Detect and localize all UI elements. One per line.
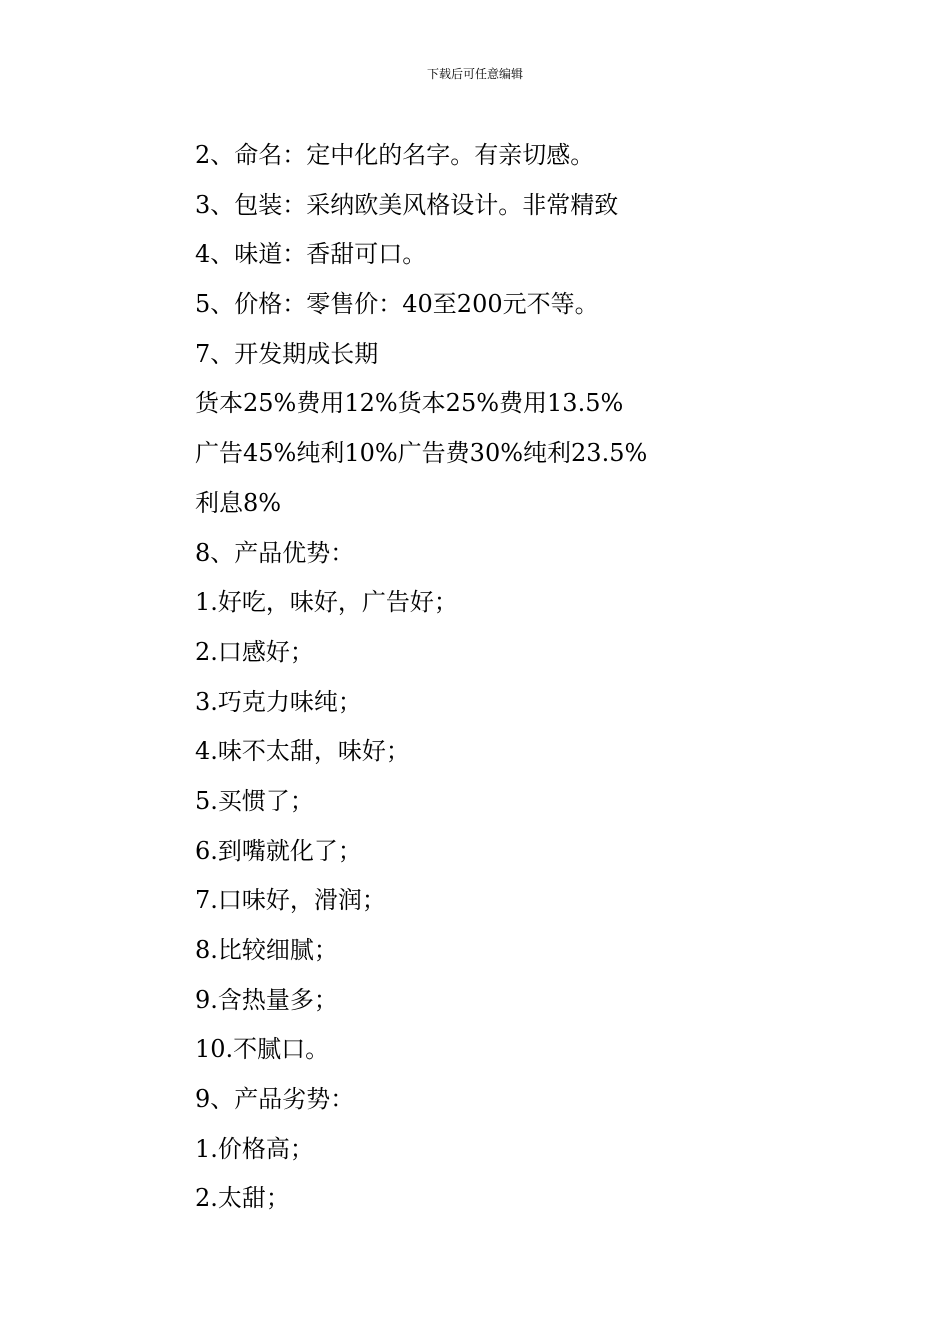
advantage-item: 1.好吃，味好，广告好；	[195, 588, 458, 617]
line-cost-ratio-2: 广告45%纯利10%广告费30%纯利23.5%	[195, 439, 648, 468]
heading-disadvantages: 9、产品劣势：	[195, 1085, 355, 1114]
advantage-item: 7.口味好，滑润；	[195, 886, 386, 915]
line-development-stage: 7、开发期成长期	[195, 339, 379, 368]
advantage-item: 3.巧克力味纯；	[195, 687, 362, 716]
disadvantage-item: 2.太甜；	[195, 1184, 290, 1213]
advantage-item: 2.口感好；	[195, 637, 314, 666]
advantage-item: 8.比较细腻；	[195, 936, 338, 964]
advantage-item: 10.不腻口。	[195, 1035, 330, 1064]
document-body	[195, 131, 895, 1224]
heading-advantages: 8、产品优势：	[195, 538, 355, 567]
advantage-item: 6.到嘴就化了；	[195, 836, 362, 865]
advantage-item: 4.味不太甜，味好；	[195, 737, 410, 766]
disadvantage-item: 1.价格高；	[195, 1134, 314, 1163]
line-cost-ratio-1: 货本25%费用12%货本25%费用13.5%	[195, 389, 624, 418]
advantage-item: 5.买惯了；	[195, 786, 314, 815]
line-price: 5、价格：零售价：40至200元不等。	[195, 290, 599, 319]
line-taste: 4、味道：香甜可口。	[195, 240, 427, 269]
advantage-item: 9.含热量多；	[195, 985, 338, 1014]
line-interest: 利息8%	[195, 488, 282, 517]
line-packaging: 3、包装：采纳欧美风格设计。非常精致	[195, 190, 619, 219]
line-naming: 2、命名：定中化的名字。有亲切感。	[195, 141, 595, 169]
page-header-note: 下载后可任意编辑	[426, 67, 523, 81]
